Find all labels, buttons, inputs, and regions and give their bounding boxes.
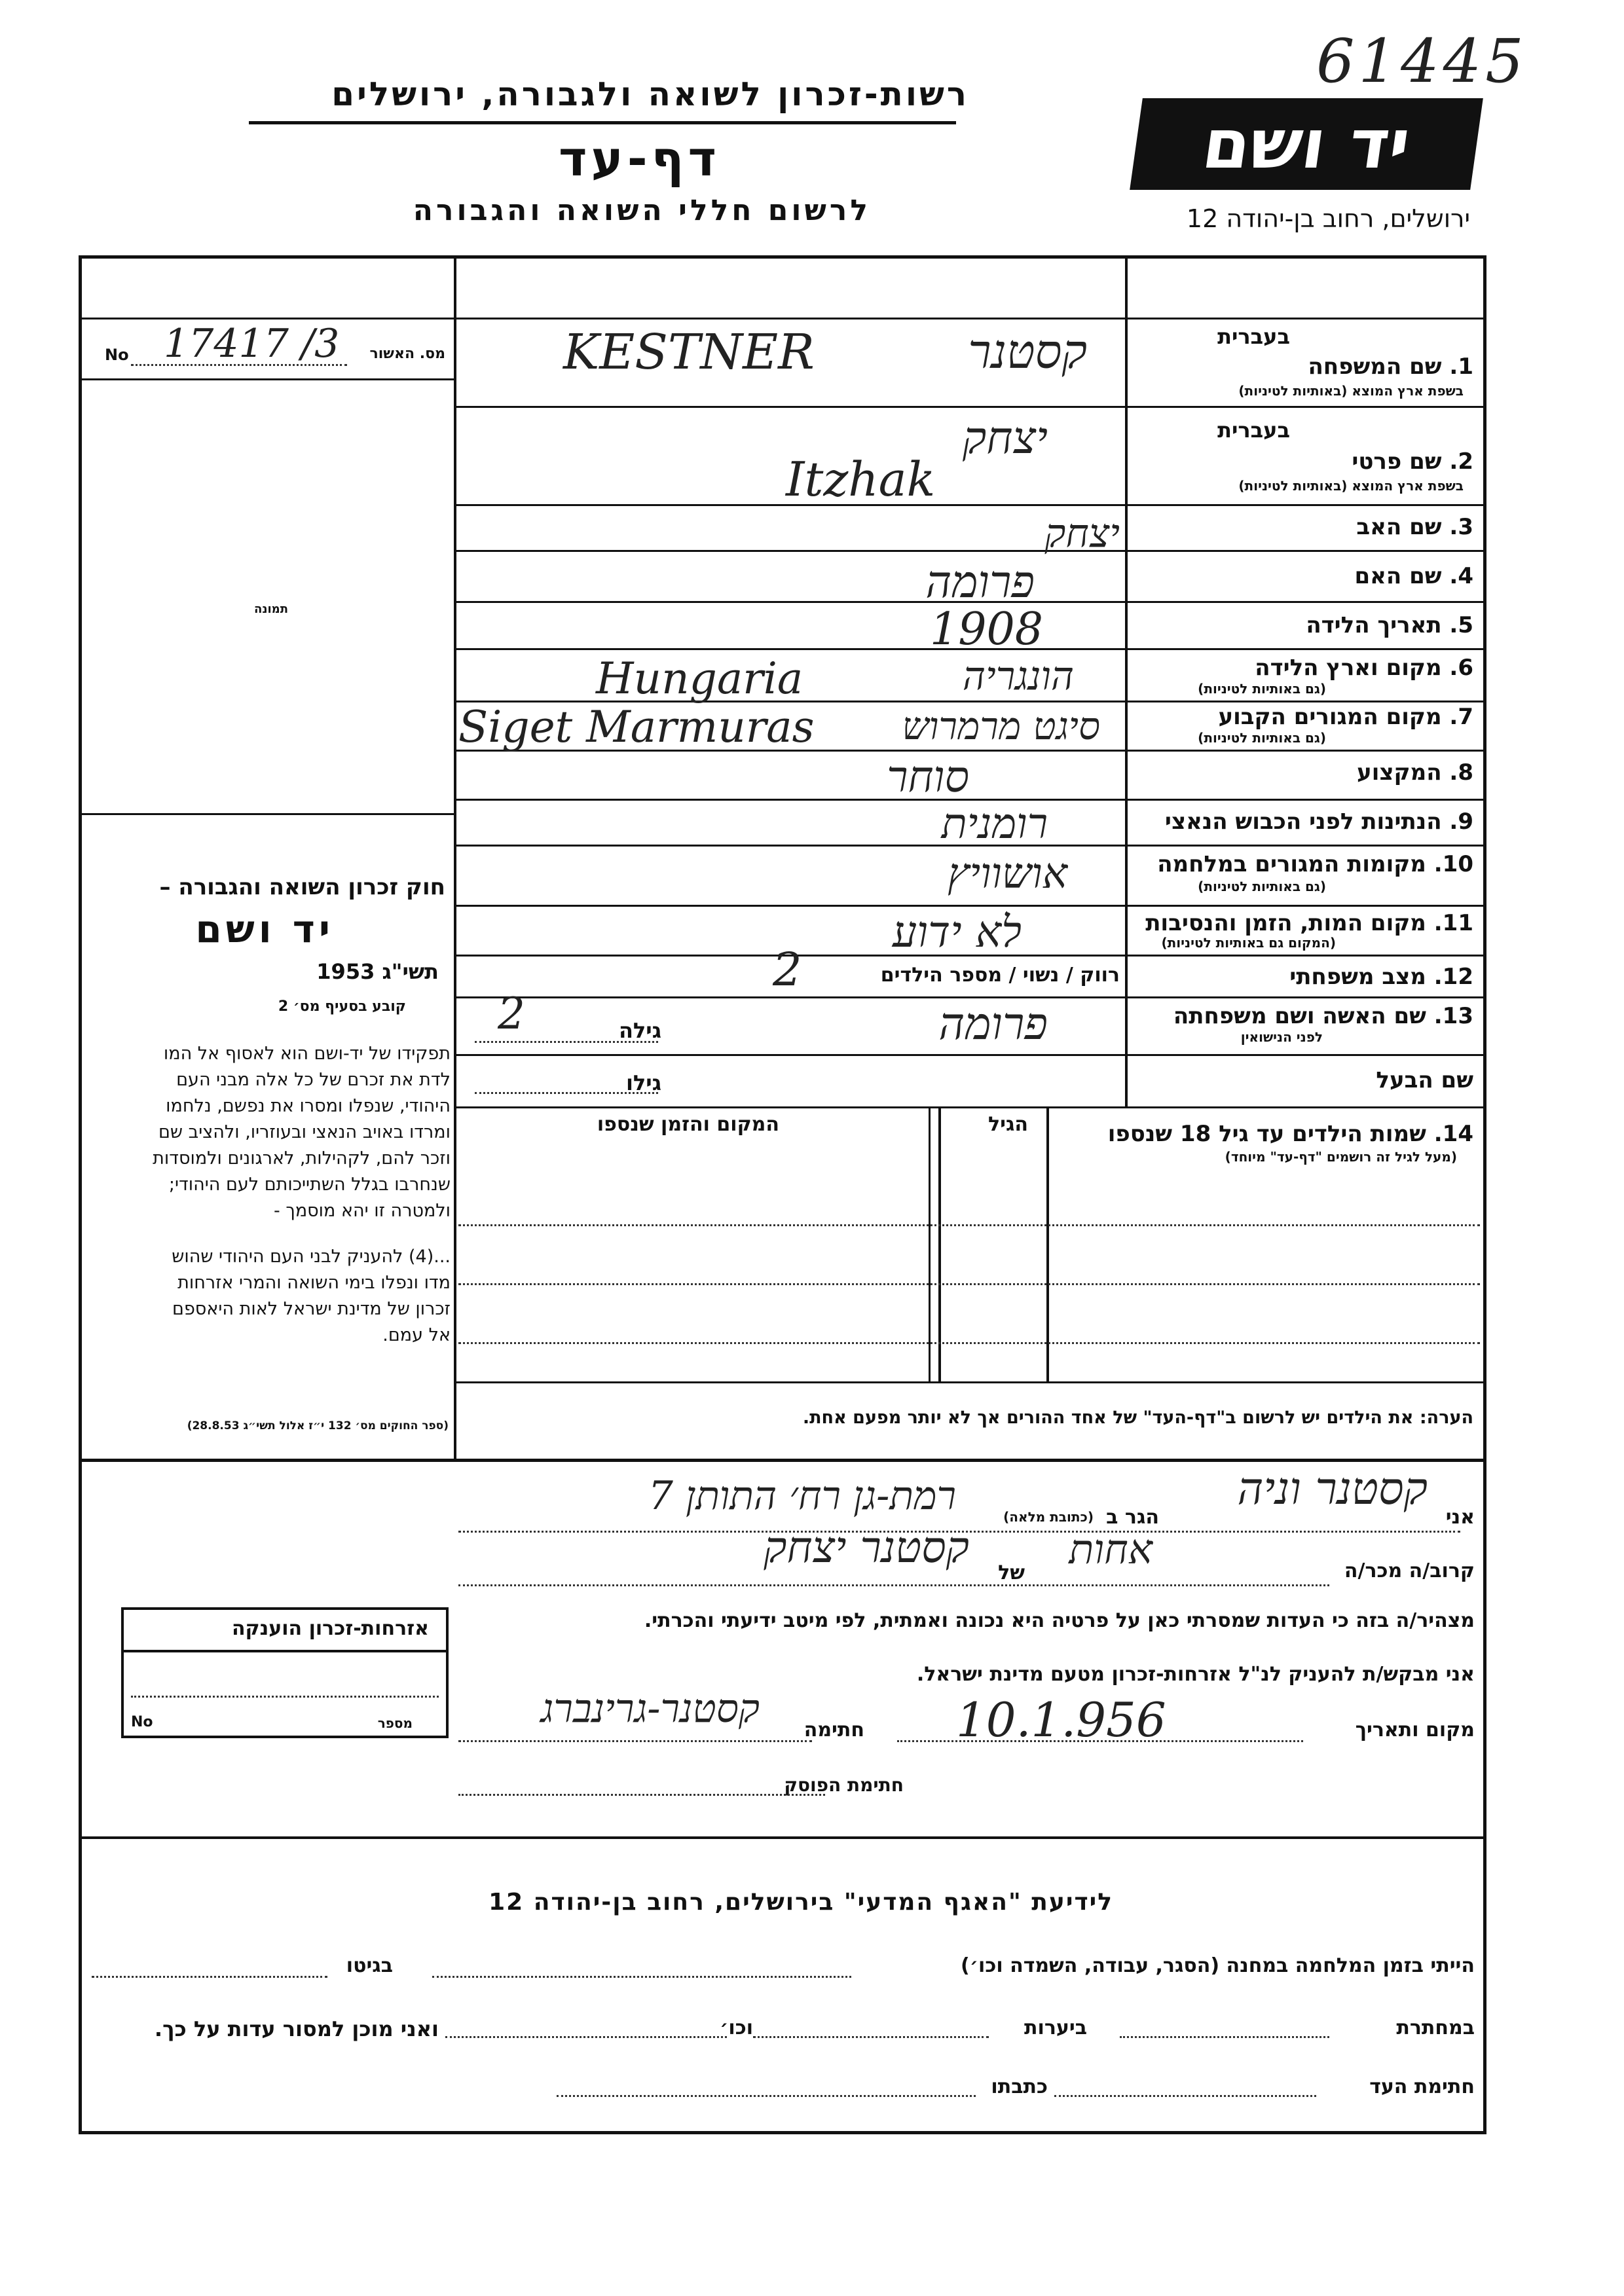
field-4-label [1354, 563, 1473, 589]
approval-label: מס. האשור [369, 346, 445, 362]
law-text-line: לדת את זכרם של כל אלה מבני העם [176, 1070, 451, 1090]
place-date-label: מקום ותאריך [1355, 1719, 1475, 1741]
declarant-value: קסטנר וניה [1237, 1463, 1428, 1515]
citizenship-no-label: No [131, 1714, 153, 1730]
field-8-value: סוחר [887, 752, 969, 802]
children-col-2 [938, 1106, 941, 1381]
field-5-label [1306, 612, 1473, 638]
footer-ghetto-dots [92, 1976, 327, 1978]
footer-forests-dots [753, 2036, 989, 2038]
children-col-age: הגיל [988, 1113, 1028, 1136]
row-line [455, 1054, 1486, 1056]
field-2-sublabel: בשפת ארץ המוצא (באותיות לטיניות) [1238, 478, 1464, 494]
approval-no-label: No [105, 346, 129, 364]
resident-label: הגר ב [1106, 1506, 1159, 1529]
field-number: 3. [1449, 514, 1473, 540]
row-line [455, 504, 1486, 506]
footer-underground-label: במחתרת [1396, 2016, 1475, 2039]
law-year: תשי"ג 1953 [316, 959, 439, 984]
left-panel-divider [454, 255, 456, 1460]
field-7-label [1218, 704, 1473, 730]
field-12-label [1289, 964, 1473, 990]
law-section: קובע בסעיף מס׳ 2 [278, 998, 406, 1015]
resident-value: רמת-גן רח׳ התותן 7 [648, 1473, 956, 1519]
children-label [1108, 1121, 1473, 1147]
law-text-line: ...(4) להעניק לבני העם היהודי שהוש [172, 1247, 451, 1267]
relation-value: אחות [1069, 1525, 1153, 1573]
field-number: 12. [1433, 964, 1473, 990]
place-date-value: 10.1.956 [956, 1692, 1166, 1747]
field-9-label [1165, 809, 1473, 835]
law-text-line: שנחרבו בגלל השתייכותם לעם היהודי; [168, 1175, 451, 1195]
field-number: 13. [1433, 1003, 1473, 1029]
top-row-line [79, 318, 1486, 319]
footer-address-label: כתבתו [991, 2075, 1048, 2098]
relation-dots [458, 1584, 1329, 1586]
row-line [455, 550, 1486, 552]
footer-address-dots [557, 2095, 976, 2097]
logo-text: יד ושם [1197, 104, 1416, 184]
law-text-line: ומרדו באויב הנאצי ובעוזריו, ולהציב שם [158, 1122, 451, 1142]
wife-age-dots [475, 1041, 658, 1043]
form-title: דף-עד [559, 131, 720, 187]
field-number: 10. [1433, 851, 1473, 877]
wife-age-value: 2 [498, 989, 525, 1039]
org-line: רשות-זכרון לשואה ולגבורה, ירושלים [331, 75, 969, 113]
issuer-signature-label: חתימת הפוסק [784, 1774, 904, 1796]
field-13-value: פרומה [938, 998, 1048, 1050]
field-1-value-latin: KESTNER [563, 324, 815, 380]
children-title: שמות הילדים עד גיל 18 שנספו [1107, 1121, 1426, 1147]
field-label: שם פרטי [1352, 448, 1442, 475]
field-10-sublabel: (גם באותיות לטיניות) [1198, 879, 1326, 894]
signature-value: קסטנר-גרינברג [540, 1686, 760, 1732]
row-line [455, 406, 1486, 408]
note-text: הערה: את הילדים יש לרשום ב"דף-העד" של אחד ההורים אך לא יותר מפעם אחת. [802, 1408, 1473, 1428]
footer-top-line [79, 1836, 1486, 1839]
declarant-label: אני [1445, 1506, 1475, 1529]
relation-of-label: של [998, 1561, 1025, 1584]
children-row [458, 1283, 1480, 1285]
field-1-label [1308, 354, 1473, 380]
label-column-divider [1125, 255, 1128, 1106]
relation-of-value: קסטנר יצחק [764, 1522, 969, 1573]
archive-number: 61445 [1316, 26, 1528, 96]
field-6-value-hebrew: הונגריה [962, 653, 1074, 699]
field-1-tag: בעברית [1217, 324, 1290, 349]
relation-label: קרוב/ה מכר/ה [1344, 1559, 1475, 1582]
field-13-label [1173, 1003, 1473, 1029]
field-6-label [1255, 655, 1473, 681]
field-number: 6. [1449, 655, 1473, 681]
footer-camp-dots [432, 1976, 851, 1978]
children-count: 2 [773, 943, 802, 996]
law-source: (ספר החוקים מס׳ 132 י״ז אלול תשי״ג 28.8.53) [187, 1419, 449, 1432]
field-label: תאריך הלידה [1306, 612, 1442, 638]
field-number: 8. [1449, 759, 1473, 786]
footer-underground-dots [1120, 2036, 1329, 2038]
footer-testimony-line: ואני מוכן למסור עדות על כך. [154, 2016, 439, 2041]
husband-age-label: גילו [625, 1070, 661, 1095]
resident-sublabel: (כתובת מלאה) [1003, 1509, 1094, 1525]
photo-label: תמונה [253, 602, 288, 616]
left-line-2 [79, 813, 455, 815]
law-text-line: תפקידו של יד-ושם הוא לאסוף אל המו [163, 1044, 451, 1064]
footer-etc-label: וכו׳ [720, 2016, 753, 2039]
children-number: 14. [1433, 1121, 1473, 1147]
children-row [458, 1224, 1480, 1226]
field-number: 4. [1449, 563, 1473, 589]
citizenship-dots [131, 1696, 439, 1698]
field-6-sublabel: (גם באותיות לטיניות) [1198, 681, 1326, 697]
field-label: שם האשה ושם משפחתה [1173, 1003, 1426, 1029]
footer-ghetto-label: בגיטו [346, 1954, 393, 1977]
law-text-line: ולמטרה זו יהא מוסמך - [274, 1201, 451, 1221]
field-label: שם המשפחה [1308, 354, 1442, 380]
husband-label: שם הבעל [1376, 1067, 1473, 1093]
field-2-label [1352, 448, 1473, 475]
footer-title: לידיעת "האגף המדעי" בירושלים, רחוב בן-יהודה 12 [489, 1889, 1113, 1916]
children-col-place: המקום והזמן שנספו [597, 1113, 779, 1136]
field-label: מצב משפחתי [1289, 964, 1426, 990]
declaration-top-line [79, 1459, 1486, 1462]
field-number: 9. [1449, 809, 1473, 835]
footer-forests-label: ביערות [1024, 2016, 1087, 2039]
law-text-line: מדו ונפלו בימי השואה והמרי אזרחות [177, 1273, 451, 1293]
law-text-line: זכרון של מדינת ישראל לאות היאספם [172, 1299, 451, 1319]
org-underline [249, 121, 956, 124]
wife-age-label: גילה [618, 1018, 661, 1043]
field-number: 2. [1449, 448, 1473, 475]
field-label: שם האב [1356, 514, 1442, 540]
field-label: מקום המגורים הקבוע [1218, 704, 1442, 730]
citizenship-box-divider [121, 1650, 449, 1652]
law-text-line: אל עמם. [382, 1325, 451, 1345]
signature-label: חתימה [803, 1719, 864, 1741]
children-col-1 [1046, 1106, 1049, 1381]
field-7-value-latin: Siget Marmuras [458, 702, 815, 752]
field-7-sublabel: (גם באותיות לטיניות) [1198, 730, 1326, 746]
left-line-1 [79, 378, 455, 380]
field-2-tag: בעברית [1217, 418, 1290, 443]
footer-camp-label: הייתי בזמן המלחמה במחנה (הסגר, עבודה, השמדה וכו׳) [961, 1954, 1475, 1977]
field-11-label [1145, 910, 1473, 936]
footer-witness-sig-label: חתימת העד [1369, 2075, 1475, 2098]
field-label: מקום וארץ הלידה [1255, 655, 1442, 681]
field-9-value: רומנית [941, 800, 1048, 848]
field-11-sublabel: (המקום גם באותיות לטיניות) [1161, 935, 1336, 951]
field-label: שם האם [1354, 563, 1442, 589]
law-title: חוק זכרון השואה והגבורה – [159, 874, 445, 900]
footer-etc-dots [445, 2036, 727, 2038]
children-row [458, 1342, 1480, 1344]
row-line [455, 1106, 1486, 1108]
field-label: מקום המות, הזמן והנסיבות [1145, 910, 1426, 936]
law-text [84, 1041, 451, 1349]
husband-age-dots [475, 1092, 658, 1094]
field-1-sublabel: בשפת ארץ המוצא (באותיות לטיניות) [1238, 383, 1464, 399]
field-number: 11. [1433, 910, 1473, 936]
citizenship-box-title: אזרחות-זכרון הוענקה [231, 1617, 429, 1640]
children-col-3 [929, 1106, 931, 1381]
header-address: ירושלים, רחוב בן-יהודה 12 [1186, 204, 1470, 233]
field-10-value: אושוויץ [948, 850, 1067, 898]
request-line: אני מבקש/ת להעניק לנ"ל אזרחות-זכרון מטעם מדינת ישראל. [916, 1663, 1475, 1686]
field-number: 5. [1449, 612, 1473, 638]
note-top-line [455, 1381, 1486, 1383]
field-8-label [1357, 759, 1473, 786]
law-name: יד ושם [195, 907, 334, 951]
field-4-value: פרומה [925, 556, 1035, 608]
field-label: הנתינות לפני הכבוש הנאצי [1164, 809, 1442, 835]
field-5-value: 1908 [930, 604, 1044, 655]
field-7-value-hebrew: סיגט מרמרוש [902, 704, 1100, 748]
field-2-value-hebrew: יצחק [962, 412, 1048, 464]
field-6-value-latin: Hungaria [596, 653, 803, 704]
field-11-value: לא ידוע [892, 907, 1022, 957]
yad-vashem-logo [1130, 98, 1483, 190]
approval-value: 17417 /3 [164, 321, 340, 367]
law-text-line: היהודי, שנפלו ומסרו את נפשם, נלחמו [166, 1096, 451, 1116]
form-subtitle: לרשום חללי השואה והגבורה [413, 194, 871, 227]
field-number: 7. [1449, 704, 1473, 730]
field-10-label [1157, 851, 1473, 877]
declaration-statement: מצהיר/ה בזה כי העדות שמסרתי כאן על פרטיה היא נכונה ואמתית, לפי מיטב ידיעתי והכרתי. [644, 1609, 1475, 1632]
law-text-line: וזכר להם, לקהילות, לארגונים ולמוסדות [153, 1148, 451, 1169]
field-label: מקומות המגורים במלחמה [1157, 851, 1426, 877]
footer-witness-sig-dots [1054, 2095, 1316, 2097]
field-3-label [1356, 514, 1473, 540]
citizenship-number-label: מספר [377, 1715, 413, 1731]
signature-dots [458, 1740, 812, 1742]
field-13-sublabel: לפני הנישואין [1240, 1029, 1323, 1045]
field-label: המקצוע [1357, 759, 1442, 786]
issuer-signature-dots [458, 1794, 825, 1796]
field-2-value-latin: Itzhak [786, 452, 936, 507]
field-number: 1. [1449, 354, 1473, 380]
field-1-value-hebrew: קסטנר [968, 324, 1087, 379]
field-3-value: יצחק [1044, 511, 1120, 556]
family-status-options: רווק / נשוי / מספר הילדים [880, 964, 1120, 987]
children-sublabel: (מעל לגיל זה רושמים "דף-עד" מיוחד) [1225, 1149, 1457, 1165]
